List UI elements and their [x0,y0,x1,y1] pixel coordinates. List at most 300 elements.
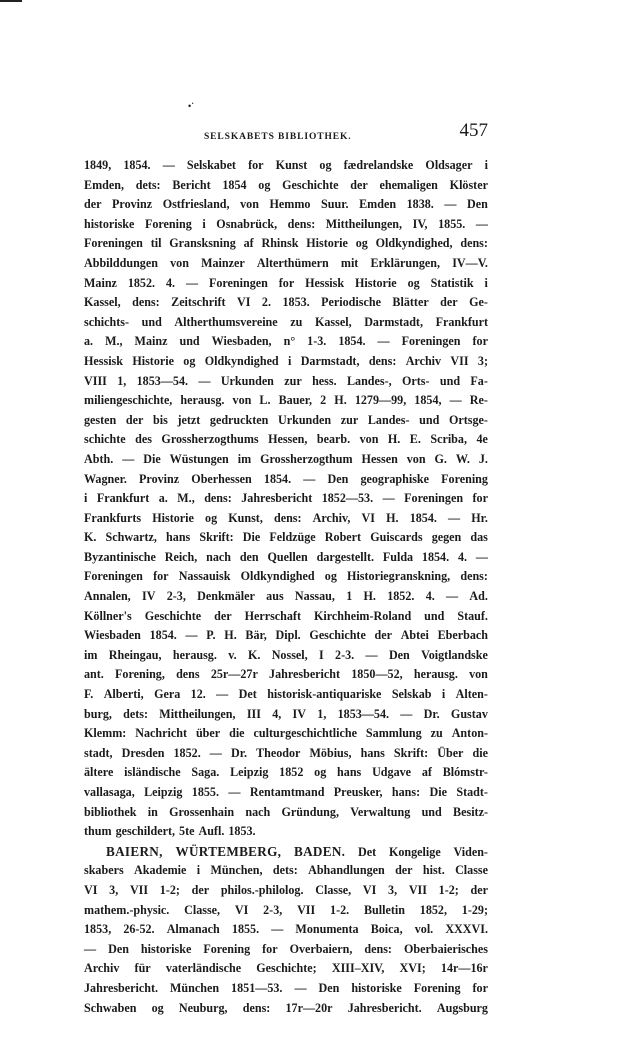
word: Dresden [121,745,165,760]
word: i [484,275,488,290]
word: 1853. [228,824,256,839]
word: P. [206,628,216,643]
word: herausg. [180,393,225,408]
word: Leipzig [230,765,269,780]
word: Grossherzogthum [260,451,353,466]
word: Erklärungen, [370,255,441,270]
word: 1853. [282,295,310,310]
word: VI [237,295,251,310]
word: H. [386,510,399,525]
word: Geschichte [282,177,339,192]
word: Anton- [451,726,488,741]
word: 1, [117,373,127,388]
word: 1-2; [438,882,459,897]
word: Hessisk [84,353,123,368]
word: philos.-philolog. [220,882,304,897]
word: Blätter [392,295,429,310]
word: — [303,471,316,486]
word: — [122,451,135,466]
word: von [240,197,259,212]
word: 1854. [409,510,437,525]
word: for [472,334,488,349]
word: Dr. [423,706,440,721]
word: og [314,765,327,780]
word: Mittheilungen, [159,706,236,721]
word: culturgeschichtliche [253,726,357,741]
word: Reich, [164,549,198,564]
word: 2. [261,295,271,310]
word: M., [177,491,195,506]
word: XXXVI. [445,922,488,937]
word: Abth. [84,451,114,466]
word: H. [363,589,376,604]
word: gedruckten [209,412,269,427]
word: i [288,353,292,368]
word: M., [105,334,123,349]
word: Eberbach [437,628,488,643]
word: 26-52. [123,922,155,937]
text-line [84,274,488,294]
word: G. [434,451,447,466]
text-line [84,979,488,999]
word: vallasaga, [84,785,135,799]
word: vaterländische [165,961,242,976]
word: hans [337,765,362,780]
word: dens: [287,216,316,231]
word: Foreningen [401,334,461,349]
word: 1854, [414,393,442,408]
word: Darmstadt, [364,314,423,329]
text-line [84,705,488,725]
word: 1852—53. [321,491,374,506]
word: — [444,197,457,212]
text-line [84,215,488,235]
word: Feldzüge [269,530,316,545]
text-line [84,646,488,666]
word: 4. [457,549,468,564]
word: J. [478,451,488,466]
ink-speck: •˙ [188,101,195,111]
word: Forening, [115,667,165,682]
text-line [84,999,488,1019]
word: Gustav [450,706,488,721]
word: Monumenta [295,922,359,937]
word: Scriba, [430,432,467,447]
word: Rhinsk [261,236,299,251]
word: Aufl. [198,824,225,839]
word: nach [206,549,231,564]
word: K. [247,647,261,662]
word: historiske [140,941,192,956]
word: Oberbaierisches [403,941,488,956]
word: Akademie [134,863,187,878]
word: Landes- [367,412,410,427]
text-line [84,293,488,313]
word: Besitz- [453,804,488,819]
word: 5te [179,824,195,839]
word: Wagner. [84,471,127,486]
word: Frankfurts [84,510,142,525]
word: Hr. [471,510,488,525]
word: Forening [203,941,251,956]
word: for [248,158,264,172]
word: — [400,706,413,721]
word: und [419,412,440,427]
word: Re- [469,393,488,408]
word: Classe, [184,902,221,917]
word: Klöster [449,177,488,192]
word: München [170,980,220,995]
word: Kassel, [314,314,352,329]
word: gegen [431,530,462,545]
word: isländische [124,765,181,780]
word: Kirchheim-Roland [313,608,412,623]
word: Osnabrück, [216,216,278,231]
word: og [205,510,218,525]
word: BAIERN, [106,843,163,859]
word: 1852 [279,765,304,780]
word: Classe, [315,882,352,897]
word: dens: [364,941,392,956]
word: Foreningen [404,491,464,506]
word: von [406,451,426,466]
word: Rheingau, [108,647,162,662]
text-line [84,391,488,411]
word: Abbilddungen [84,255,158,270]
word: dargestellt. [316,549,375,564]
word: 1854. [421,549,450,564]
word: XVI; [399,961,426,976]
word: Classe [455,863,488,878]
word: 3, [109,882,119,897]
word: i [84,491,88,506]
body-text [84,156,488,1018]
text-line [84,254,488,274]
word: Schwaben [84,1000,137,1015]
word: og [324,569,337,584]
word: im [84,647,98,662]
word: Den [318,980,340,995]
word: dens: [204,491,232,506]
word: for [472,491,488,506]
word: zu [430,726,443,741]
word: 2 [320,393,327,408]
word: hess. [312,373,337,388]
word: Mittheilungen, [325,216,403,231]
word: Overbaiern, [289,941,353,956]
word: dens: [132,295,160,310]
word: Archiv [405,353,442,368]
word: Historie [355,275,397,290]
word: 1852. [127,275,156,290]
text-line [84,587,488,607]
word: bibliothek [84,804,137,819]
word: mathem.-physic. [84,902,170,917]
word: Frankfurt [96,491,150,506]
word: Oldkyndighed [240,569,315,584]
word: dens: [460,236,488,251]
word: 1851—53. [231,980,283,995]
text-line [84,763,488,783]
word: for [153,569,169,584]
word: 14r—16r [440,961,488,976]
word: zur [284,373,302,388]
word: und [141,314,162,329]
word: — [216,687,229,702]
word: dens: [368,353,397,368]
word: til [150,236,162,251]
word: Historie [152,510,194,525]
word: Ortsge- [449,412,488,427]
text-line [84,803,488,823]
word: das [470,530,488,545]
word: 1279—99, [354,393,407,408]
word: Orts- [402,373,430,388]
word: 2-3. [335,647,355,662]
word: 1854. [123,158,151,172]
word: die [229,726,245,741]
word: Oldsager [425,158,473,172]
word: — [198,373,211,388]
word: VI [234,902,249,917]
word: 1854. [149,628,177,643]
word: über [195,726,221,741]
word: Nassauisk [178,569,231,584]
text-line [84,411,488,431]
word: zu [290,314,303,329]
word: Ge- [469,295,488,310]
word: Den [467,197,488,212]
word: 1853, [84,922,112,937]
word: Sammlung [365,726,422,741]
word: Köllner's [84,608,132,623]
page-number: 457 [459,120,488,141]
word: 4e [476,432,488,447]
word: von [232,393,252,408]
word: Ostfriesland, [162,197,230,212]
word: Altherthumsvereine [174,314,278,329]
word: Det [238,687,257,702]
word: Voigtlandske [421,647,488,662]
word: — [185,628,198,643]
word: Fulda [382,549,414,564]
word: Augsburg [436,1000,488,1015]
word: Periodische [321,295,381,310]
word: 1 [346,589,353,604]
word: 1852. [173,745,201,760]
word: schichte [84,432,126,447]
word: Landes-, [346,373,392,388]
word: BADEN. [294,843,346,859]
word: — [271,922,284,937]
word: Foreningen [208,275,268,290]
text-line [84,959,488,979]
word: IV—V. [452,255,488,270]
word: zur [340,412,359,427]
word: und [439,373,461,388]
text-line [84,372,488,392]
text-line [84,665,488,685]
text-line [84,430,488,450]
word: VII [408,882,427,897]
word: Statistik [430,275,474,290]
word: Gera [154,687,181,702]
word: vol. [414,922,434,937]
word: skabers [84,863,124,878]
word: af [421,765,432,780]
word: Quellen [267,549,308,564]
text-line [84,548,488,568]
word: — [228,785,241,799]
word: a. [158,491,168,506]
word: Möbius, [309,745,352,760]
word: af [243,236,254,251]
word: for [278,275,295,290]
word: der [191,882,210,897]
word: 1853—54. [337,706,390,721]
word: Preusker, [333,785,383,799]
word: 1855. [231,922,260,937]
text-line [84,234,488,254]
text-line [84,567,488,587]
word: Bericht [172,177,211,192]
word: VI [84,882,98,897]
word: Forening [441,471,488,486]
word: E. [409,432,421,447]
word: Die [242,530,261,545]
word: H. [334,393,347,408]
word: — [382,491,395,506]
text-line [84,450,488,470]
text-line [84,842,488,862]
text-line [84,744,488,764]
word: 25r—27r [210,667,258,682]
word: VI [361,510,375,525]
word: historiske [84,216,135,231]
word: VII [450,353,469,368]
text-line [84,176,488,196]
word: 1852. [387,589,415,604]
paragraph [84,842,488,1018]
text-line [84,489,488,509]
word: 4. [165,275,176,290]
word: 1854 [222,177,247,192]
word: — [475,549,488,564]
word: VI [362,882,377,897]
word: Herrschaft [244,608,301,623]
word: Forening [413,980,461,995]
word: WÜRTEMBERG, [175,843,282,859]
word: Klemm: [84,726,127,741]
word: Stauf. [457,608,488,623]
word: dens [176,667,200,682]
word: — [84,941,97,956]
word: og [151,1000,164,1015]
text-line [84,332,488,352]
word: den [239,549,259,564]
text-line [84,470,488,490]
word: VII [297,902,316,917]
word: aus [266,589,284,604]
word: VIII [84,373,107,388]
word: Zeitschrift [171,295,226,310]
word: Historie [306,236,348,251]
word: der [84,197,102,212]
word: Blómstr- [442,765,488,780]
word: schichts- [84,314,130,329]
word: für [134,961,151,976]
word: hans [166,530,191,545]
word: Bär, [245,628,267,643]
word: Schwartz, [105,530,157,545]
word: und [179,334,200,349]
word: Hessen, [268,432,308,447]
word: 1855. [438,216,466,231]
word: Hessen [361,451,398,466]
word: Jahresbericht [241,491,313,506]
text-line [84,940,488,960]
word: Byzantinische [84,549,156,564]
word: Alten- [455,687,488,702]
word: der [374,628,392,643]
word: — [475,216,488,231]
word: H. [224,628,237,643]
word: bearb. [316,432,351,447]
word: 1, [317,706,327,721]
word: hans [360,745,385,760]
word: Selskab [391,687,432,702]
word: Nassau, [294,589,335,604]
word: der [214,608,232,623]
word: Den [327,471,349,486]
word: Forening [144,216,192,231]
word: Über [437,745,464,760]
word: gesten [84,412,117,427]
word: des [135,432,152,447]
word: hist. [422,863,445,878]
word: — [162,158,175,172]
word: Emden [359,197,397,212]
text-line [84,861,488,881]
word: München, [210,863,263,878]
word: stadt, [84,745,113,760]
word: Gransksning [169,236,236,251]
word: Kongelige [388,844,441,859]
word: der [125,412,144,427]
word: der [440,295,458,310]
word: und [424,608,445,623]
text-line [84,920,488,940]
word: hans: [391,785,421,799]
page-edge-mark [0,0,22,2]
word: Boica, [370,922,403,937]
word: Kunst [275,158,308,172]
word: — [377,334,390,349]
word: bis [153,412,168,427]
word: Mainz [84,275,117,290]
word: historisk-antiquariske [267,687,382,702]
word: 1849, [84,158,112,172]
word: nach [245,804,271,819]
word: Archiv [84,961,120,976]
word: Annalen, [84,589,131,604]
word: Geschichte [144,608,202,623]
text-line [84,607,488,627]
word: im [237,451,252,466]
word: jetzt [177,412,201,427]
word: Wüstungen [169,451,229,466]
word: 1854. [263,471,292,486]
